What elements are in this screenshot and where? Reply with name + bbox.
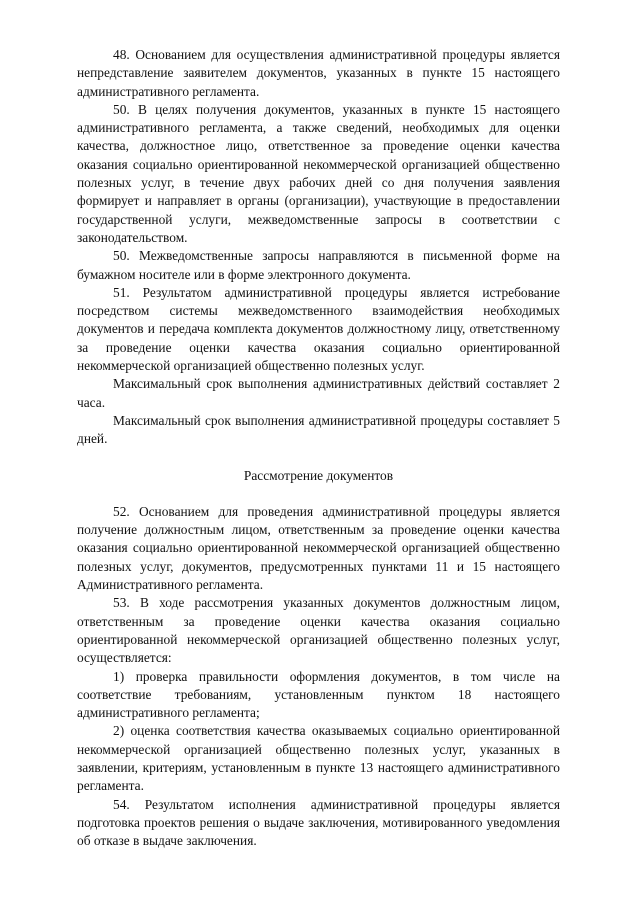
paragraph-52: 52. Основанием для проведения административной процедуры является получение должностным лицом, ответственным за проведение оценки качества оказания социально ориентированной некоммерческой организацией общественно полезных услуг, документов, предусмотренных пунктами 11 и 15 настоящего Административного регламента. — [77, 503, 560, 593]
document-body — [77, 46, 560, 850]
paragraph-53: 53. В ходе рассмотрения указанных документов должностным лицом, ответственным за проведение оценки качества оказания социально ориентированной некоммерческой организацией общественно полезных услуг, осуществляется: — [77, 595, 560, 666]
spacer — [77, 449, 560, 467]
paragraph-50-form: 50. Межведомственные запросы направляются в письменной форме на бумажном носителе или в форме электронного документа. — [77, 248, 560, 282]
list-item-2: 2) оценка соответствия качества оказываемых социально ориентированной некоммерческой организацией общественно полезных услуг, указанных в заявлении, критериям, установленным в пункте 13 настоящего административного регламента. — [77, 723, 560, 794]
paragraph-54: 54. Результатом исполнения административной процедуры является подготовка проектов решения о выдаче заключения, мотивированного уведомления об отказе в выдаче заключения. — [77, 796, 560, 849]
paragraph-max-actions-term: Максимальный срок выполнения административных действий составляет 2 часа. — [77, 376, 560, 410]
paragraph-max-procedure-term: Максимальный срок выполнения административной процедуры составляет 5 дней. — [77, 412, 560, 447]
section-heading: Рассмотрение документов — [243, 467, 394, 483]
paragraph-50-requests: 50. В целях получения документов, указанных в пункте 15 настоящего административного регламента, а также сведений, необходимых для оценки качества, должностное лицо, ответственное за проведение оценки качества оказания социально ориентированной некоммерческой организацией общественно полезных услуг, в течение двух рабочих дней со дня получения заявления формирует и направляет в органы (организации), участвующие в предоставлении государственной услуги, межведомственные запросы в соответствии с законодательством. — [77, 101, 560, 245]
paragraph-51: 51. Результатом административной процедуры является истребование посредством системы межведомственного взаимодействия необходимых документов и передача комплекта документов должностному лицу, ответственному за проведение оценки качества оказания социально ориентированной некоммерческой организацией общественно полезных услуг. — [77, 284, 560, 374]
spacer — [77, 485, 560, 503]
list-item-1: 1) проверка правильности оформления документов, в том числе на соответствие требованиям, установленным пунктом 18 настоящего административного регламента; — [77, 668, 560, 721]
paragraph-48: 48. Основанием для осуществления административной процедуры является непредставление заявителем документов, указанных в пункте 15 настоящего административного регламента. — [77, 47, 560, 99]
